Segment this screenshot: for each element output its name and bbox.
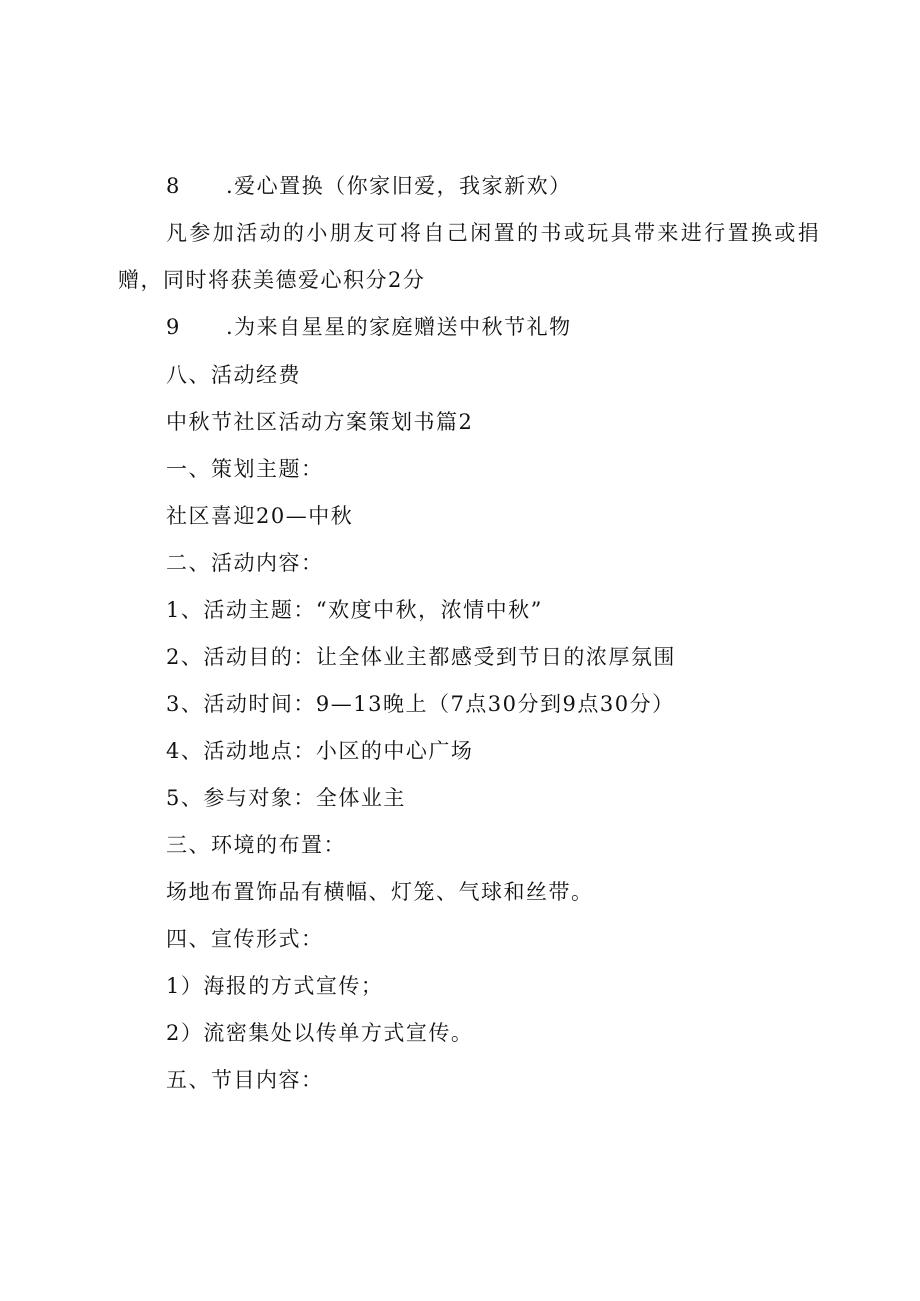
section-4-item: 2）流密集处以传单方式宣传。 [166, 1021, 474, 1045]
document-title-2: 中秋节社区活动方案策划书篇2 [166, 410, 474, 434]
section-2-item: 4、活动地点：小区的中心广场 [166, 739, 474, 763]
section-4-item: 1）海报的方式宣传； [166, 974, 384, 998]
item-9-text: .为来自星星的家庭赠送中秋节礼物 [226, 315, 572, 339]
item-8-paragraph-line-2: 赠，同时将获美德爱心积分2分 [118, 268, 426, 292]
section-2-item: 5、参与对象：全体业主 [166, 786, 406, 810]
section-3-text: 场地布置饰品有横幅、灯笼、气球和丝带。 [166, 880, 594, 904]
item-8-text: .爱心置换（你家旧爱，我家新欢） [226, 174, 572, 198]
section-2-heading: 二、活动内容： [166, 551, 324, 575]
item-8 [166, 172, 572, 200]
section-8-heading: 八、活动经费 [166, 363, 301, 387]
section-2-item: 1、活动主题：“欢度中秋，浓情中秋” [166, 598, 543, 622]
item-9-number: 9 [166, 315, 181, 339]
section-2-item: 3、活动时间：9—13晚上（7点30分到9点30分） [166, 692, 675, 716]
item-8-paragraph-line-1: 凡参加活动的小朋友可将自己闲置的书或玩具带来进行置换或捐 [166, 221, 822, 245]
section-5-heading: 五、节目内容： [166, 1068, 324, 1092]
section-3-heading: 三、环境的布置： [166, 833, 346, 857]
item-8-number: 8 [166, 174, 181, 198]
section-2-item: 2、活动目的：让全体业主都感受到节日的浓厚氛围 [166, 645, 676, 669]
section-1-text: 社区喜迎20—中秋 [166, 504, 354, 528]
item-9 [166, 313, 572, 341]
section-1-heading: 一、策划主题： [166, 457, 324, 481]
section-4-heading: 四、宣传形式： [166, 927, 324, 951]
